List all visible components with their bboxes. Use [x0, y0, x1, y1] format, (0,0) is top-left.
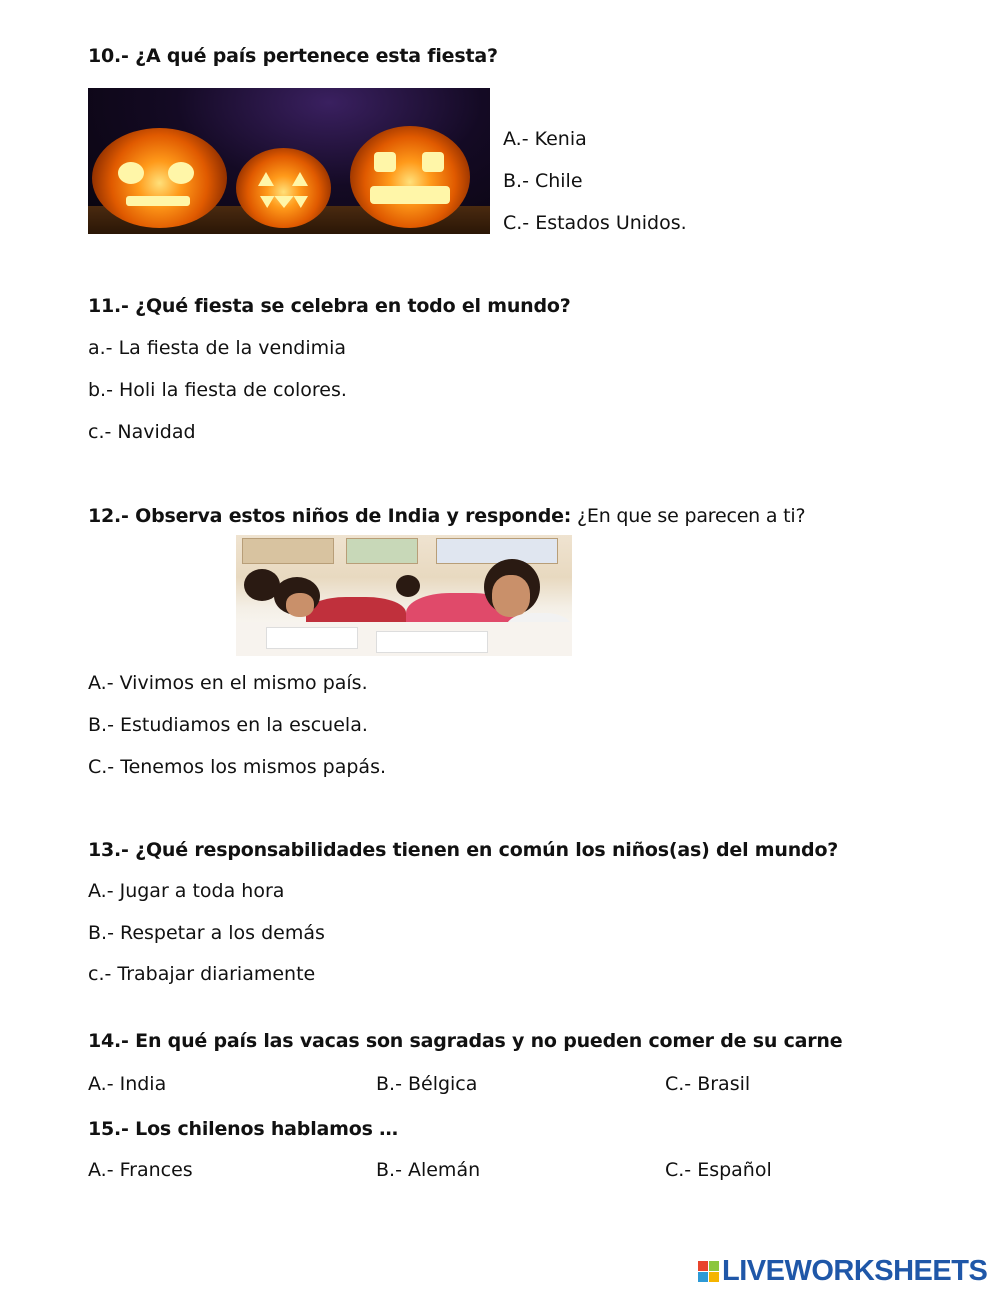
- q10-option-c[interactable]: C.- Estados Unidos.: [503, 212, 687, 234]
- child-face: [492, 575, 530, 617]
- logo-block: [709, 1261, 719, 1271]
- child-head: [396, 575, 420, 597]
- logo-block: [698, 1272, 708, 1282]
- q13-option-a[interactable]: A.- Jugar a toda hora: [88, 880, 285, 902]
- q10-option-a[interactable]: A.- Kenia: [503, 128, 587, 150]
- q14-option-a[interactable]: A.- India: [88, 1073, 167, 1095]
- q13-option-b[interactable]: B.- Respetar a los demás: [88, 922, 325, 944]
- question-13: 13.- ¿Qué responsabilidades tienen en común los niños(as) del mundo?: [88, 839, 839, 861]
- q11-option-c[interactable]: c.- Navidad: [88, 421, 196, 443]
- question-15: 15.- Los chilenos hablamos …: [88, 1118, 398, 1140]
- logo-text: LIVEWORKSHEETS: [722, 1254, 988, 1287]
- desk-paper: [266, 627, 358, 649]
- pumpkin-left: [92, 128, 227, 228]
- india-children-classroom-image: [236, 535, 572, 656]
- child-face: [286, 593, 314, 617]
- q12-option-a[interactable]: A.- Vivimos en el mismo país.: [88, 672, 368, 694]
- q14-option-c[interactable]: C.- Brasil: [665, 1073, 751, 1095]
- q12-option-c[interactable]: C.- Tenemos los mismos papás.: [88, 756, 387, 778]
- pumpkin-middle: [236, 148, 331, 228]
- pumpkin-right: [350, 126, 470, 228]
- logo-icon: [698, 1261, 719, 1282]
- question-12-rest: ¿En que se parecen a ti?: [571, 505, 806, 527]
- liveworksheets-logo[interactable]: [698, 1256, 987, 1286]
- wall-board: [436, 538, 558, 564]
- question-12-bold: 12.- Observa estos niños de India y responde:: [88, 505, 572, 527]
- question-11: 11.- ¿Qué fiesta se celebra en todo el mundo?: [88, 295, 571, 317]
- desk-paper: [376, 631, 488, 653]
- q11-option-a[interactable]: a.- La fiesta de la vendimia: [88, 337, 347, 359]
- q12-option-b[interactable]: B.- Estudiamos en la escuela.: [88, 714, 368, 736]
- q15-option-c[interactable]: C.- Español: [665, 1159, 772, 1181]
- wall-board: [346, 538, 418, 564]
- q15-option-b[interactable]: B.- Alemán: [376, 1159, 481, 1181]
- logo-block: [698, 1261, 708, 1271]
- halloween-pumpkins-image: [88, 88, 490, 234]
- question-12: [88, 505, 805, 527]
- q15-option-a[interactable]: A.- Frances: [88, 1159, 193, 1181]
- q14-option-b[interactable]: B.- Bélgica: [376, 1073, 478, 1095]
- logo-block: [709, 1272, 719, 1282]
- q11-option-b[interactable]: b.- Holi la fiesta de colores.: [88, 379, 347, 401]
- q10-option-b[interactable]: B.- Chile: [503, 170, 583, 192]
- question-14: 14.- En qué país las vacas son sagradas y no pueden comer de su carne: [88, 1030, 843, 1052]
- q13-option-c[interactable]: c.- Trabajar diariamente: [88, 963, 316, 985]
- question-10: 10.- ¿A qué país pertenece esta fiesta?: [88, 45, 498, 67]
- wall-board: [242, 538, 334, 564]
